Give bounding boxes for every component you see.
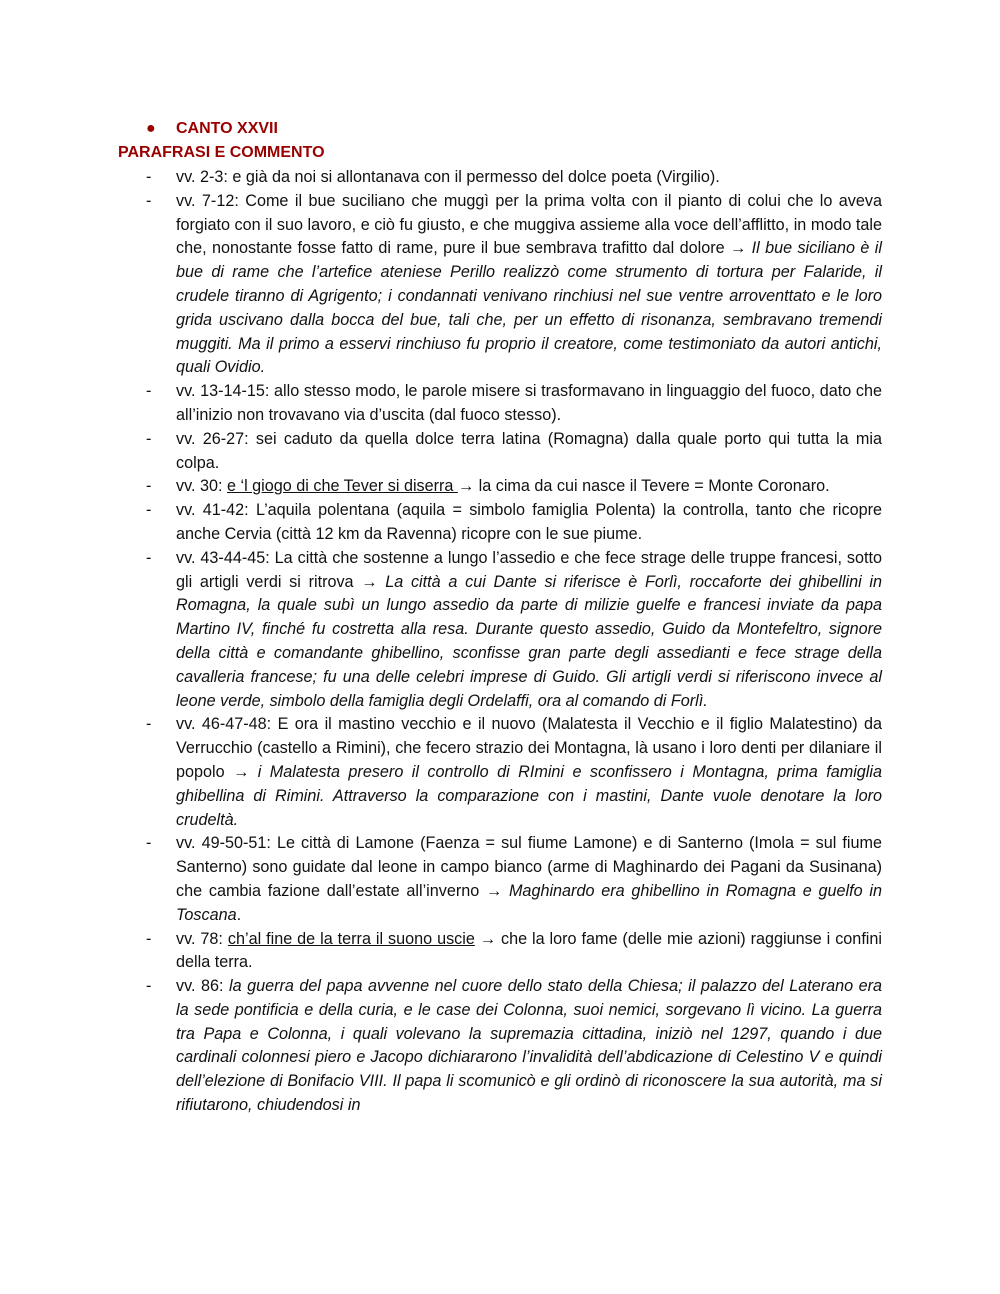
note-text bbox=[176, 428, 882, 476]
list-item bbox=[146, 975, 882, 1118]
note-text bbox=[176, 475, 882, 499]
dash-marker: - bbox=[146, 715, 152, 734]
note-text-plain: vv. 86: bbox=[176, 977, 229, 996]
note-text-plain: vv. 43-44-45: La città che sostenne a lungo l’assedio e che fece strage delle truppe francesi, sotto gli artigli verdi si ritrova → bbox=[176, 548, 882, 591]
note-text-plain: . bbox=[236, 905, 242, 924]
section-title: PARAFRASI E COMMENTO bbox=[118, 144, 325, 161]
note-text-plain: vv. 30: bbox=[176, 477, 227, 496]
dash-marker: - bbox=[146, 168, 152, 186]
list-item bbox=[146, 713, 882, 832]
note-text-italic: Il bue siciliano è il bue di rame che l’artefice ateniese Perillo realizzò come strumento di tortura per Falaride, il crudele tiranno di Agrigento; i condannati venivano rinchiusi nel sue ventre arroventtato e le loro grida uscivano dalla bocca del bue, tali che, per un effetto di risonanza, sembravano tremendi muggiti. Ma il primo a esservi rinchiuso fu proprio il creatore, come testimoniato da autori antichi, quali Ovidio. bbox=[176, 239, 882, 377]
note-text bbox=[176, 928, 882, 976]
notes-list bbox=[146, 166, 882, 1118]
dash-marker: - bbox=[146, 977, 152, 996]
note-text-plain: vv. 13-14-15: allo stesso modo, le parole misere si trasformavano in linguaggio del fuoco, dato che all’inizio non trovavano via d’uscita (dal fuoco stesso). bbox=[176, 382, 882, 424]
note-text-italic: Maghinardo era ghibellino in Romagna e guelfo in Toscana bbox=[176, 881, 882, 924]
note-text-plain: vv. 41-42: L’aquila polentana (aquila = simbolo famiglia Polenta) la controlla, tanto che ricopre anche Cervia (città 12 km da Ravenna) ricopre con le sue piume. bbox=[176, 501, 882, 543]
list-item bbox=[146, 832, 882, 927]
note-text bbox=[176, 190, 882, 380]
list-item bbox=[146, 928, 882, 976]
dash-marker: - bbox=[146, 929, 152, 948]
dash-marker: - bbox=[146, 429, 152, 448]
dash-marker: - bbox=[146, 501, 152, 520]
quoted-verse: e ‘l giogo di che Tever si diserra bbox=[226, 477, 458, 496]
list-item bbox=[146, 499, 882, 547]
quoted-verse: ch’al fine de la terra il suono uscie bbox=[227, 929, 475, 948]
canto-title: CANTO XXVII bbox=[176, 120, 278, 137]
note-text-plain: vv. 78: bbox=[176, 929, 228, 948]
list-item bbox=[146, 380, 882, 428]
dash-marker: - bbox=[146, 834, 152, 853]
note-text-plain: vv. 49-50-51: Le città di Lamone (Faenza = sul fiume Lamone) e di Santerno (Imola = sul fiume Santerno) sono guidate dal leone in campo bianco (arme di Maghinardo dei Pagani da Susinana) che cambia fazione dall’estate all’inverno → bbox=[176, 834, 882, 900]
note-text bbox=[176, 499, 882, 547]
list-item bbox=[146, 166, 882, 190]
dash-marker: - bbox=[146, 191, 152, 210]
note-text-plain: vv. 2-3: e già da noi si allontanava con il permesso del dolce poeta (Virgilio). bbox=[176, 168, 720, 186]
note-text bbox=[176, 547, 882, 714]
note-text-italic: La città a cui Dante si riferisce è Forlì, roccaforte dei ghibellini in Romagna, la quale subì un lungo assedio da parte di milizie guelfe e francesi inviate da papa Martino IV, finché fu costretta alla resa. Durante questo assedio, Guido da Montefeltro, signore della città e comandante ghibellino, sconfisse gran parte degli assedianti e fece strage della cavalleria francese; fu una delle celebri imprese di Guido. Gli artigli verdi si riferiscono invece al leone verde, simbolo della famiglia degli Ordelaffi, ora al comando di Forlì. bbox=[176, 572, 882, 710]
bullet-icon: ● bbox=[146, 120, 156, 137]
note-text-italic: i Malatesta presero il controllo di RImini e sconfissero i Montagna, prima famiglia ghibellina di Rimini. Attraverso la comparazione con i mastini, Dante vuole denotare la loro crudeltà. bbox=[176, 762, 883, 829]
note-text-plain: → la cima da cui nasce il Tevere = Monte Coronaro. bbox=[457, 477, 830, 496]
note-text-italic: la guerra del papa avvenne nel cuore dello stato della Chiesa; il palazzo del Laterano era la sede pontificia e della curia, e le case dei Colonna, suoi nemici, sorgevano lì vicino. La guerra tra Papa e Colonna, i quali volevano la supremazia cittadina, iniziò nel 1297, quando i due cardinali colonnesi piero e Jacopo dichiararono l’invalidità dell’abdicazione di Celestino V e quindi dell’elezione di Bonifacio VIII. Il papa li scomunicò e gli ordinò di riconoscere la sua autorità, ma si rifiutarono, chiudendosi in bbox=[176, 977, 883, 1115]
list-item bbox=[146, 547, 882, 714]
note-text-plain: vv. 7-12: Come il bue suciliano che muggì per la prima volta con il pianto di colui che lo aveva forgiato con il suo lavoro, e ciò fu giusto, e che muggiva assieme alla voce dell’afflitto, in modo tale che, nonostante fosse fatto di rame, pure il bue sembrava trafitto dal dolore → bbox=[176, 191, 882, 258]
dash-marker: - bbox=[146, 548, 152, 567]
note-text bbox=[176, 832, 882, 927]
note-text-plain: → che la loro fame (delle mie azioni) raggiunse i confini della terra. bbox=[176, 929, 883, 972]
note-text bbox=[176, 713, 882, 832]
note-text bbox=[176, 975, 882, 1118]
note-text-plain: vv. 26-27: sei caduto da quella dolce terra latina (Romagna) dalla quale porto qui tutta la mia colpa. bbox=[176, 429, 882, 472]
list-item bbox=[146, 190, 882, 380]
note-text bbox=[176, 166, 882, 190]
dash-marker: - bbox=[146, 382, 152, 401]
list-item bbox=[146, 428, 882, 476]
list-item bbox=[146, 475, 882, 499]
note-text-plain: vv. 46-47-48: E ora il mastino vecchio e il nuovo (Malatesta il Vecchio e il figlio Malatestino) da Verrucchio (castello a Rimini), che fecero strazio dei Montagna, là usano i loro denti per dilaniare il popolo → bbox=[176, 715, 882, 781]
note-text bbox=[176, 380, 882, 428]
canto-heading bbox=[146, 119, 278, 139]
dash-marker: - bbox=[146, 477, 152, 496]
